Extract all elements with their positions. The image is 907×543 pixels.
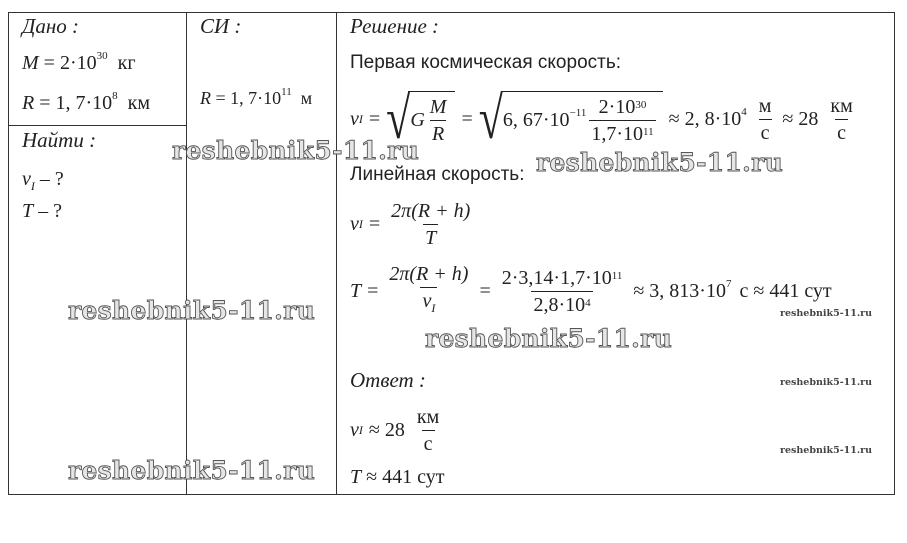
- given-radius: [22, 92, 150, 115]
- answer-v1-unit-num: км: [416, 405, 440, 428]
- eq1-eq2: =: [461, 107, 473, 130]
- find-v1-symbol: v: [22, 168, 31, 190]
- eq2-eq: =: [368, 212, 381, 235]
- given-header: Дано :: [22, 14, 80, 38]
- radical-sign: √: [478, 85, 503, 152]
- eq1-coef: 6, $67\cdot 10^{-11}$: [502, 107, 587, 131]
- watermark-5: reshebnik5-11.ru: [68, 456, 316, 485]
- find-period: [22, 200, 62, 223]
- watermark-small-2: reshebnik5-11.ru: [780, 377, 873, 388]
- find-v1: [22, 168, 64, 194]
- column-divider-1: [186, 12, 187, 495]
- eq1-approx2: ≈ 28: [782, 107, 819, 130]
- mass-symbol: M: [22, 52, 39, 74]
- watermark-small-3: reshebnik5-11.ru: [780, 445, 873, 456]
- eq1-frac-num: M: [429, 96, 447, 118]
- si-radius-symbol: R: [200, 88, 211, 108]
- answer-v1-sub: I: [358, 422, 363, 437]
- eq1-lhs-sub: I: [358, 111, 363, 126]
- solution-header: Решение :: [350, 14, 440, 38]
- find-v1-sub: I: [30, 179, 35, 193]
- radius-exp: 8: [112, 90, 118, 102]
- eq1-unit2-den: с: [835, 119, 848, 146]
- answer-v1-unit: [415, 404, 441, 457]
- eq2-lhs-sub: I: [358, 216, 363, 231]
- eq2-den: T: [423, 224, 438, 251]
- answer-v1-symbol: v: [350, 418, 359, 441]
- mass-unit: кг: [117, 52, 136, 74]
- equation-first-cosmic: [350, 84, 858, 154]
- radical-sign: √: [386, 85, 411, 152]
- eq2-frac: [389, 198, 472, 251]
- equation-linear: [350, 194, 475, 254]
- eq3-den2: $2,8\cdot 10^4$: [531, 291, 592, 318]
- given-mass: [22, 52, 136, 75]
- answer-v1: [350, 402, 444, 458]
- answer-v1-approx: ≈ 28: [368, 418, 405, 441]
- eq1-unit2: [828, 93, 854, 146]
- find-v1-tail: – ?: [34, 168, 64, 190]
- eq3-approx: ≈ 3, $813\cdot 10^7$: [633, 277, 732, 302]
- answer-v1-unit-den: с: [422, 430, 435, 457]
- si-radius-exp: 11: [281, 86, 292, 98]
- given-find-divider: [8, 125, 187, 126]
- answer-header: Ответ :: [350, 368, 426, 392]
- eq3-frac-1: [387, 261, 470, 321]
- table-border-top: [8, 12, 895, 13]
- eq3-num2: $2\cdot 3,14\cdot 1,7\cdot 10^{11}$: [501, 266, 623, 289]
- radius-symbol: R: [22, 92, 35, 114]
- watermark-1: reshebnik5-11.ru: [172, 136, 420, 165]
- eq3-eq: =: [367, 279, 379, 302]
- find-period-symbol: T: [22, 200, 34, 222]
- eq1-frac-mr: [428, 94, 449, 147]
- eq1-values-den: $1,7\cdot 10^{11}$: [589, 120, 655, 147]
- answer-period-text: ≈ 441 сут: [366, 466, 445, 488]
- eq3-frac-2: [500, 265, 625, 318]
- eq2-lhs: v: [350, 212, 359, 235]
- eq3-eq2: =: [479, 279, 491, 302]
- watermark-small-1: reshebnik5-11.ru: [780, 308, 873, 319]
- si-radius-eq: = 1, 7·10: [211, 88, 282, 108]
- eq1-g: G: [410, 109, 425, 131]
- si-radius-unit: м: [300, 88, 313, 108]
- table-border-right: [894, 12, 895, 495]
- eq3-unit: с ≈ 441 сут: [739, 279, 832, 302]
- eq1-unit2-num: км: [830, 94, 853, 117]
- eq1-sqrt-2: [478, 85, 663, 152]
- eq1-frac-den: R: [430, 120, 446, 147]
- eq1-eq: =: [368, 107, 381, 130]
- first-cosmic-label: Первая космическая скорость:: [350, 52, 622, 73]
- eq1-approx1: ≈ 2, $8\cdot 10^4$: [668, 105, 747, 130]
- eq3-num1: 2π(R + h): [389, 263, 469, 285]
- eq1-unit1-den: с: [759, 119, 772, 146]
- eq1-frac-values: [589, 94, 655, 147]
- table-border-bottom: [8, 494, 895, 495]
- watermark-4: reshebnik5-11.ru: [425, 324, 673, 353]
- eq1-lhs: v: [350, 107, 359, 130]
- si-header: СИ :: [200, 14, 242, 38]
- eq1-unit1: [757, 93, 774, 146]
- eq1-unit1-num: м: [758, 94, 772, 117]
- find-period-tail: – ?: [33, 200, 63, 222]
- eq1-values-num: $2\cdot 10^{30}$: [598, 96, 647, 118]
- watermark-3: reshebnik5-11.ru: [68, 296, 316, 325]
- radius-unit: км: [127, 92, 151, 114]
- answer-period-symbol: T: [350, 466, 362, 488]
- column-divider-2: [336, 12, 337, 495]
- answer-period: [350, 466, 444, 489]
- linear-label: Линейная скорость:: [350, 164, 525, 185]
- watermark-2: reshebnik5-11.ru: [536, 148, 784, 177]
- mass-exp: 30: [96, 50, 108, 62]
- eq3-den1: $v_I$: [420, 287, 437, 321]
- mass-eq: = 2·10: [38, 52, 97, 74]
- eq2-num: 2π(R + h): [391, 199, 471, 222]
- radius-eq: = 1, 7·10: [34, 92, 113, 114]
- si-radius: [200, 88, 312, 109]
- table-border-left: [8, 12, 9, 495]
- equation-period: [350, 260, 832, 322]
- find-header: Найти :: [22, 128, 97, 152]
- eq3-lhs: T: [350, 279, 362, 302]
